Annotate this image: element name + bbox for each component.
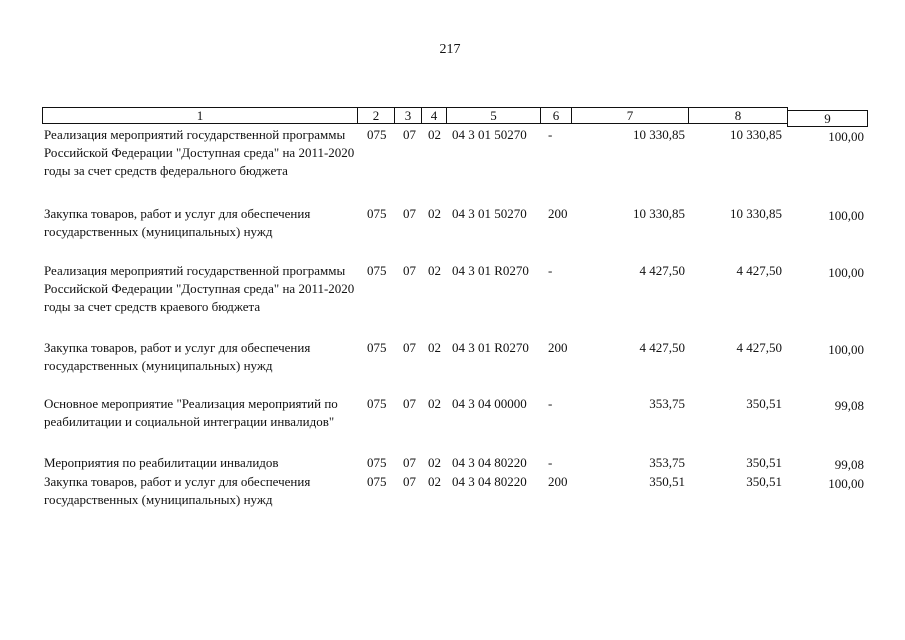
row-col-7: 353,75 bbox=[649, 396, 685, 411]
row-col-8: 10 330,85 bbox=[730, 127, 782, 142]
row-name: Мероприятия по реабилитации инвалидов bbox=[44, 455, 279, 470]
row-col-7: 4 427,50 bbox=[639, 340, 685, 355]
row-col-5: 04 3 01 50270 bbox=[452, 206, 527, 221]
row-col-4: 02 bbox=[428, 340, 441, 355]
row-col-8: 350,51 bbox=[746, 455, 782, 470]
column-header-3: 3 bbox=[394, 107, 422, 124]
column-header-7: 7 bbox=[571, 107, 689, 124]
row-col-9: 100,00 bbox=[828, 265, 864, 280]
row-col-3: 07 bbox=[403, 127, 416, 142]
row-col-2: 075 bbox=[367, 474, 387, 489]
row-col-7: 353,75 bbox=[649, 455, 685, 470]
row-col-7: 10 330,85 bbox=[633, 127, 685, 142]
row-col-4: 02 bbox=[428, 396, 441, 411]
row-col-2: 075 bbox=[367, 455, 387, 470]
row-col-9: 99,08 bbox=[834, 457, 864, 472]
row-col-9: 100,00 bbox=[828, 476, 864, 491]
row-col-7: 4 427,50 bbox=[639, 263, 685, 278]
row-col-4: 02 bbox=[428, 455, 441, 470]
row-col-8: 4 427,50 bbox=[736, 263, 782, 278]
row-name: Закупка товаров, работ и услуг для обеспечения государственных (муниципальных) нужд bbox=[44, 474, 311, 507]
row-name: Основное мероприятие "Реализация мероприятий по реабилитации и социальной интеграции инвалидов" bbox=[44, 396, 338, 429]
row-col-5: 04 3 04 80220 bbox=[452, 474, 527, 489]
row-col-5: 04 3 01 R0270 bbox=[452, 340, 529, 355]
row-col-9: 100,00 bbox=[828, 342, 864, 357]
row-col-2: 075 bbox=[367, 396, 387, 411]
row-col-6: 200 bbox=[548, 206, 568, 221]
row-name: Реализация мероприятий государственной программы Российской Федерации "Доступная среда" на 2011-2020 годы за счет средств краевого бюджета bbox=[44, 263, 355, 314]
row-col-3: 07 bbox=[403, 474, 416, 489]
row-name: Закупка товаров, работ и услуг для обеспечения государственных (муниципальных) нужд bbox=[44, 206, 311, 239]
column-header-6: 6 bbox=[540, 107, 572, 124]
column-header-8: 8 bbox=[688, 107, 788, 124]
row-col-3: 07 bbox=[403, 206, 416, 221]
row-col-6: - bbox=[548, 396, 553, 411]
row-name: Реализация мероприятий государственной программы Российской Федерации "Доступная среда" на 2011-2020 годы за счет средств федерального бюджета bbox=[44, 127, 355, 178]
row-col-6: - bbox=[548, 455, 553, 470]
row-col-5: 04 3 01 50270 bbox=[452, 127, 527, 142]
row-col-4: 02 bbox=[428, 206, 441, 221]
column-header-9: 9 bbox=[787, 110, 868, 127]
row-col-6: 200 bbox=[548, 340, 568, 355]
row-col-2: 075 bbox=[367, 127, 387, 142]
row-col-6: - bbox=[548, 127, 553, 142]
row-col-2: 075 bbox=[367, 263, 387, 278]
row-col-2: 075 bbox=[367, 206, 387, 221]
row-col-5: 04 3 04 80220 bbox=[452, 455, 527, 470]
row-col-9: 99,08 bbox=[834, 398, 864, 413]
row-col-7: 350,51 bbox=[649, 474, 685, 489]
row-col-3: 07 bbox=[403, 263, 416, 278]
column-header-5: 5 bbox=[446, 107, 541, 124]
row-col-4: 02 bbox=[428, 474, 441, 489]
column-header-1: 1 bbox=[42, 107, 358, 124]
row-col-5: 04 3 04 00000 bbox=[452, 396, 527, 411]
row-col-6: - bbox=[548, 263, 553, 278]
row-col-8: 10 330,85 bbox=[730, 206, 782, 221]
row-col-4: 02 bbox=[428, 263, 441, 278]
row-col-7: 10 330,85 bbox=[633, 206, 685, 221]
row-col-3: 07 bbox=[403, 455, 416, 470]
column-header-2: 2 bbox=[357, 107, 395, 124]
row-col-2: 075 bbox=[367, 340, 387, 355]
row-col-5: 04 3 01 R0270 bbox=[452, 263, 529, 278]
column-header-4: 4 bbox=[421, 107, 447, 124]
row-col-8: 350,51 bbox=[746, 474, 782, 489]
row-col-3: 07 bbox=[403, 396, 416, 411]
row-col-9: 100,00 bbox=[828, 208, 864, 223]
row-col-8: 4 427,50 bbox=[736, 340, 782, 355]
row-name: Закупка товаров, работ и услуг для обеспечения государственных (муниципальных) нужд bbox=[44, 340, 311, 373]
row-col-9: 100,00 bbox=[828, 129, 864, 144]
row-col-6: 200 bbox=[548, 474, 568, 489]
row-col-4: 02 bbox=[428, 127, 441, 142]
row-col-3: 07 bbox=[403, 340, 416, 355]
row-col-8: 350,51 bbox=[746, 396, 782, 411]
page-number: 217 bbox=[439, 42, 461, 57]
